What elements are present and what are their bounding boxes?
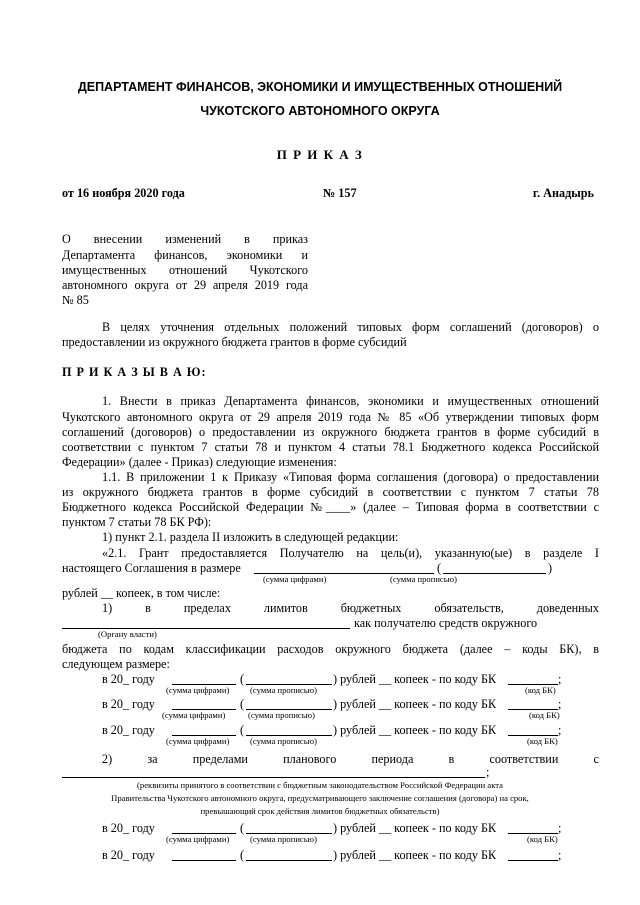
item-1-tail: как получателю средств окружного	[354, 616, 538, 630]
clause-2-1-line3: рублей __ копеек, в том числе:	[62, 586, 221, 600]
paren-open: (	[437, 561, 442, 575]
row-text: ) рублей __ копеек - по коду БК	[333, 848, 497, 862]
order-heading: П Р И К А З Ы В А Ю:	[62, 365, 207, 379]
word: обязательств,	[434, 601, 504, 615]
caption-bk-code: (код БК)	[527, 834, 558, 844]
item-1-line	[102, 601, 599, 616]
row-end: ;	[558, 672, 562, 686]
paren-open: (	[240, 723, 245, 737]
paren-open: (	[240, 672, 245, 686]
caption-sum-digits: (сумма цифрами)	[263, 574, 327, 584]
preamble-line2: предоставлении из окружного бюджета грантов в форме субсидий	[62, 335, 407, 349]
caption-bk-code: (код БК)	[525, 685, 556, 695]
word: в	[145, 601, 151, 615]
year-prefix: в 20_ году	[102, 821, 155, 835]
word: бюджетных	[340, 601, 402, 615]
word: периода	[371, 752, 414, 766]
sum-words-field[interactable]	[246, 860, 332, 861]
row-end: ;	[558, 821, 562, 835]
item-1-line3: следующем размере:	[62, 657, 170, 671]
word: за	[147, 752, 158, 766]
caption-sum-digits: (сумма цифрами)	[166, 834, 230, 844]
caption-legal-act-3: превышающий срок действия лимитов бюджетных обязательств)	[200, 806, 440, 816]
subject-line: Департамента финансов, экономики и	[62, 248, 308, 262]
order-number: № 157	[323, 186, 357, 200]
sum-digits-field[interactable]	[172, 860, 236, 861]
department-title-line2: ЧУКОТСКОГО АВТОНОМНОГО ОКРУГА	[200, 104, 440, 118]
document-type: П Р И К А З	[276, 147, 364, 162]
subject-line: № 85	[62, 293, 89, 307]
year-prefix: в 20_ году	[102, 723, 155, 737]
row-text: ) рублей __ копеек - по коду БК	[333, 672, 497, 686]
clause-2-1-line2: настоящего Соглашения в размере	[62, 561, 241, 575]
paren-open: (	[240, 697, 245, 711]
caption-legal-act-1: (реквизиты принятого в соответствии с бюджетным законодательством Российской Федерации акта	[137, 780, 503, 790]
caption-legal-act-2: Правительства Чукотского автономного округа, предусматривающего заключение соглашения (договора) на срок,	[111, 793, 529, 803]
caption-bk-code: (код БК)	[527, 736, 558, 746]
caption-authority: (Органу власти)	[98, 629, 157, 639]
caption-sum-words: (сумма прописью)	[248, 710, 315, 720]
row-text: ) рублей __ копеек - по коду БК	[333, 821, 497, 835]
paren-open: (	[240, 821, 245, 835]
amount-words-field[interactable]	[443, 573, 546, 574]
word: доведенных	[536, 601, 599, 615]
paragraph-line: пунктом 7 статьи 78 БК РФ):	[62, 515, 212, 529]
preamble-line1: В целях уточнения отдельных положений типовых форм соглашений (договоров) о	[102, 320, 599, 334]
paragraph-line: из окружного бюджета грантов в форме субсидий в соответствии с пунктом 7 статьи 78	[62, 485, 599, 499]
word: планового	[283, 752, 337, 766]
paragraph-line: соответствии с пунктом 7 статьи 78 и пунктом 4 статьи 78.1 Бюджетного кодекса Российской	[62, 440, 599, 454]
word: 1)	[102, 601, 113, 615]
word: с	[593, 752, 599, 766]
item-1-line2: бюджета по кодам классификации расходов окружного бюджета (далее – коды БК), в	[62, 642, 599, 656]
subject-line: О внесении изменений в приказ	[62, 232, 308, 246]
year-prefix: в 20_ году	[102, 672, 155, 686]
clause-2-1-line1: «2.1. Грант предоставляется Получателю на цель(и), указанную(ые) в разделе I	[102, 546, 599, 560]
caption-sum-words: (сумма прописью)	[250, 736, 317, 746]
caption-sum-words: (сумма прописью)	[250, 685, 317, 695]
caption-sum-digits: (сумма цифрами)	[162, 710, 226, 720]
word: соответствии	[489, 752, 559, 766]
caption-sum-digits: (сумма цифрами)	[166, 685, 230, 695]
paragraph-line: Федерации» (далее - Приказ) следующие изменения:	[62, 455, 337, 469]
row-text: ) рублей __ копеек - по коду БК	[333, 723, 497, 737]
subject-line: автономного округа от 29 апреля 2019 года	[62, 278, 308, 292]
department-title-line1: ДЕПАРТАМЕНТ ФИНАНСОВ, ЭКОНОМИКИ И ИМУЩЕСТВЕННЫХ ОТНОШЕНИЙ	[77, 80, 563, 94]
subparagraph-1: 1) пункт 2.1. раздела II изложить в следующей редакции:	[102, 530, 399, 544]
bk-code-field[interactable]	[508, 860, 558, 861]
paren-open: (	[240, 848, 245, 862]
item-2-end: ;	[486, 765, 490, 779]
caption-sum-digits: (сумма цифрами)	[166, 736, 230, 746]
order-city: г. Анадырь	[532, 186, 594, 200]
caption-bk-code: (код БК)	[529, 710, 560, 720]
subject-line: имущественных отношений Чукотского	[62, 263, 308, 277]
paragraph-line: Чукотского автономного округа от 29 апреля 2019 года № 85 «Об утверждении типовых форм	[62, 410, 599, 424]
paragraph-line: соглашений (договоров) о предоставлении из окружного бюджета грантов в форме субсидий в	[62, 425, 599, 439]
paren-close: )	[548, 561, 553, 575]
year-prefix: в 20_ году	[102, 697, 155, 711]
item-2-line	[102, 752, 599, 767]
row-text: ) рублей __ копеек - по коду БК	[333, 697, 497, 711]
row-end: ;	[558, 848, 562, 862]
paragraph-line: Бюджетного кодекса Российской Федерации №____» (далее – Типовая форма в соответствии с	[62, 500, 599, 514]
order-date: от 16 ноября 2020 года	[62, 186, 185, 200]
paragraph-line: 1. Внести в приказ Департамента финансов, экономики и имущественных отношений	[102, 394, 599, 408]
word: пределах	[183, 601, 231, 615]
year-prefix: в 20_ году	[102, 848, 155, 862]
word: 2)	[102, 752, 113, 766]
caption-sum-words: (сумма прописью)	[390, 574, 457, 584]
word: лимитов	[263, 601, 308, 615]
caption-sum-words: (сумма прописью)	[250, 834, 317, 844]
legal-act-field[interactable]	[62, 777, 485, 778]
word: в	[448, 752, 455, 766]
row-end: ;	[558, 723, 562, 737]
row-end: ;	[558, 697, 562, 711]
word: пределами	[192, 752, 248, 766]
paragraph-line: 1.1. В приложении 1 к Приказу «Типовая форма соглашения (договора) о предоставлении	[102, 470, 599, 484]
